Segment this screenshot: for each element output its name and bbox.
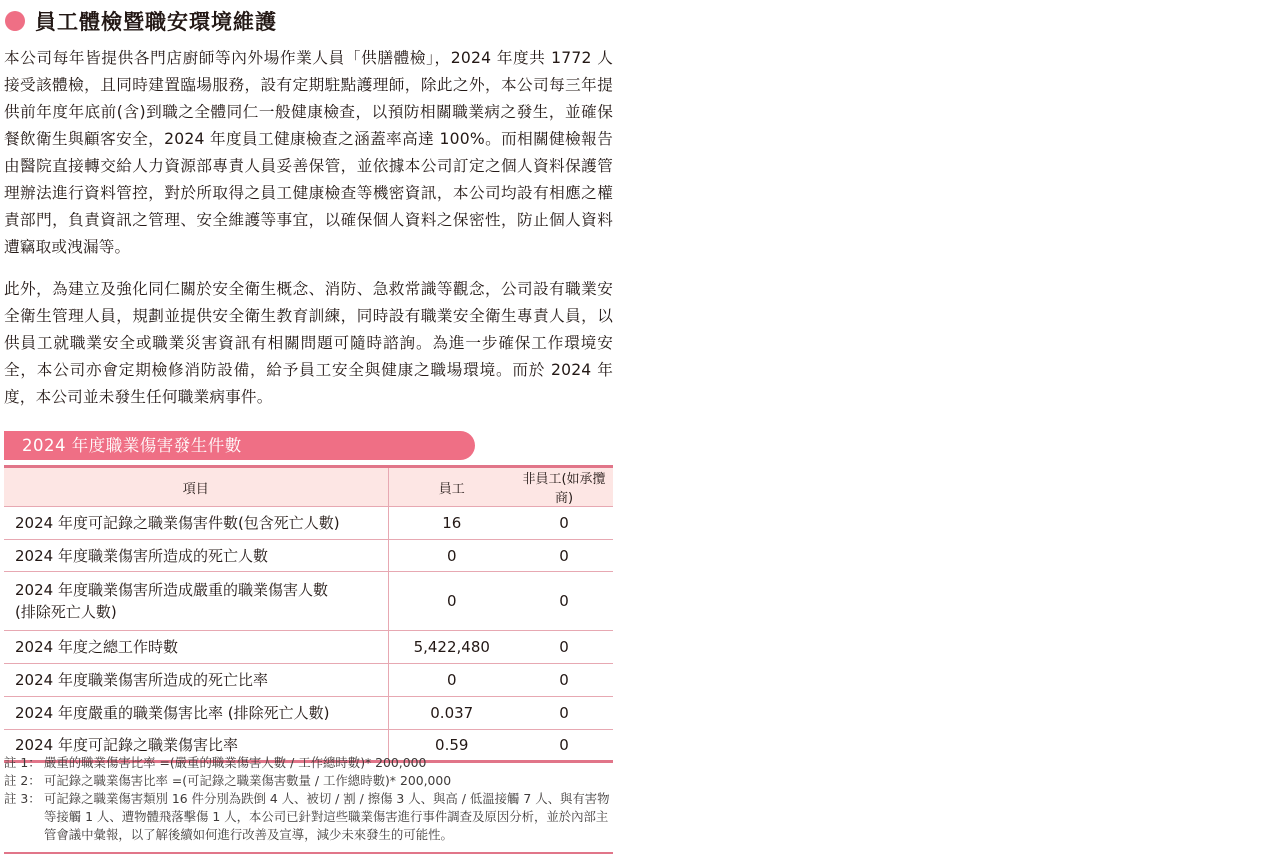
footnote-text: 可記錄之職業傷害類別 16 件分別為跌倒 4 人、被切 / 割 / 擦傷 3 人、與高 / 低溫接觸 7 人、與有害物等接觸 1 人、遭物體飛落擊傷 1 人，本公司已針對這些職業傷害進行事件調查及原因分析，並於內部主管會議中彙報，以了解後續如何進行改善及宣導，減少未來發生的可能性。 bbox=[44, 791, 610, 842]
row-non-employee-value: 0 bbox=[515, 664, 613, 697]
row-employee-value: 0 bbox=[388, 540, 515, 572]
header-employee: 員工 bbox=[388, 467, 515, 507]
table-header-row bbox=[4, 467, 613, 507]
footnote-3 bbox=[4, 790, 613, 844]
row-employee-value: 0.59 bbox=[435, 736, 469, 754]
row-item: 2024 年度可記錄之職業傷害件數(包含死亡人數) bbox=[4, 507, 388, 540]
footnotes bbox=[4, 754, 613, 844]
row-item: 2024 年度之總工作時數 bbox=[4, 631, 388, 664]
row-non-employee-value: 0 bbox=[515, 697, 613, 730]
row-item-line2: (排除死亡人數) bbox=[15, 603, 117, 621]
header-non-employee: 非員工(如承攬商) bbox=[515, 467, 613, 507]
footnote-label: 註 2： bbox=[4, 773, 41, 788]
table-row bbox=[4, 507, 613, 540]
row-employee-value: 5,422,480 bbox=[388, 631, 515, 664]
row-non-employee-value: 0 bbox=[515, 631, 613, 664]
row-non-employee-value: 0 bbox=[515, 507, 613, 540]
table-title-banner: 2024 年度職業傷害發生件數 bbox=[4, 431, 475, 460]
paragraph-safety-training: 此外，為建立及強化同仁關於安全衛生概念、消防、急救常識等觀念，公司設有職業安全衛生管理人員，規劃並提供安全衛生教育訓練，同時設有職業安全衛生專責人員，以供員工就職業安全或職業災害資訊有相關問題可隨時諮詢。為進一步確保工作環境安全，本公司亦會定期檢修消防設備，給予員工安全與健康之職場環境。而於 2024 年度，本公司並未發生任何職業病事件。 bbox=[4, 280, 613, 406]
footnote-text: 嚴重的職業傷害比率 =(嚴重的職業傷害人數 / 工作總時數)* 200,000 bbox=[44, 755, 427, 770]
footnote-2 bbox=[4, 772, 613, 790]
footnote-text: 可記錄之職業傷害比率 =(可記錄之職業傷害數量 / 工作總時數)* 200,000 bbox=[44, 773, 452, 788]
table-row bbox=[4, 631, 613, 664]
table-row bbox=[4, 540, 613, 572]
row-employee-value: 0 bbox=[388, 664, 515, 697]
row-item-line1: 2024 年度職業傷害所造成嚴重的職業傷害人數 bbox=[15, 581, 328, 599]
row-item: 2024 年度職業傷害所造成的死亡比率 bbox=[4, 664, 388, 697]
footnote-label: 註 3： bbox=[4, 791, 41, 806]
row-employee-value: 0 bbox=[388, 572, 515, 631]
row-item: 2024 年度嚴重的職業傷害比率 (排除死亡人數) bbox=[4, 697, 388, 730]
footnote-1 bbox=[4, 754, 613, 772]
footnote-label: 註 1： bbox=[4, 755, 41, 770]
table-row bbox=[4, 572, 613, 631]
row-non-employee-value: 0 bbox=[559, 736, 569, 754]
section-heading-text: 員工體檢暨職安環境維護 bbox=[35, 10, 277, 34]
pink-circle-bullet-icon bbox=[5, 11, 25, 31]
paragraph-health-checkup: 本公司每年皆提供各門店廚師等內外場作業人員「供膳體檢」，2024 年度共 1772 人接受該體檢，且同時建置臨場服務，設有定期駐點護理師，除此之外，本公司每三年提供前年度年底前(含)到職之全體同仁一般健康檢查，以預防相關職業病之發生，並確保餐飲衛生與顧客安全，2024 年度員工健康檢查之涵蓋率高達 100%。而相關健檢報告由醫院直接轉交給人力資源部專責人員妥善保管，並依據本公司訂定之個人資料保護管理辦法進行資料管控，對於所取得之員工健康檢查等機密資訊，本公司均設有相應之權責部門，負責資訊之管理、安全維護等事宜，以確保個人資料之保密性，防止個人資料遭竊取或洩漏等。 bbox=[4, 49, 613, 256]
header-item: 項目 bbox=[4, 467, 388, 507]
row-item: 2024 年度職業傷害所造成的死亡人數 bbox=[4, 540, 388, 572]
row-item: 2024 年度可記錄之職業傷害比率 bbox=[4, 730, 388, 762]
row-employee-value: 0.037 bbox=[388, 697, 515, 730]
occupational-injury-table bbox=[4, 465, 613, 763]
row-non-employee-value: 0 bbox=[515, 572, 613, 631]
bottom-divider bbox=[4, 852, 613, 854]
row-item bbox=[4, 572, 388, 631]
table-row bbox=[4, 697, 613, 730]
section-heading bbox=[4, 6, 277, 36]
row-non-employee-value: 0 bbox=[515, 540, 613, 572]
table-row bbox=[4, 664, 613, 697]
row-employee-value: 16 bbox=[388, 507, 515, 540]
